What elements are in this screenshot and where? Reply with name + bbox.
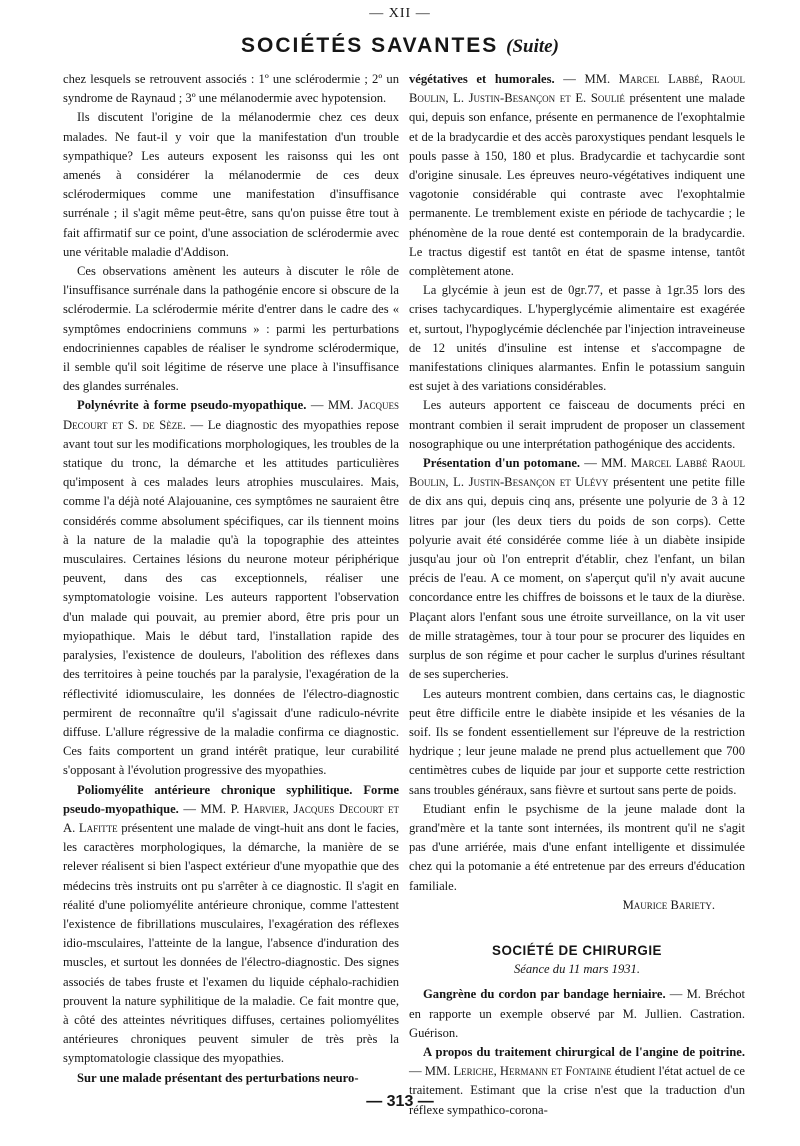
paragraph: Ces observations amènent les auteurs à discuter le rôle de l'insuffisance surrénale dans la pathogénie encore si obscure de la sclérodermie. La sclérodermie mérite d'entrer dans le cadre des « symptômes endocriniens communs » : parmi les perturbations endocriniennes capables de réaliser le syndrome sclérodermique, il semble qu'il soit légitime de réserve une place à l'insuffisance des glandes surrénales. — [63, 264, 399, 394]
article-body: présentent une malade de vingt-huit ans dont le facies, les caractères morphologiques, la démarche, la manière de se relever réalisent si bien l'aspect extérieur d'une myopathie que des médecins très instruits ont pu s'arrêter à ce diagnostic. Il s'agit en réalité d'une poliomyélite antérieure chronique, comme l'attestent l'existence de fibrillations musculaires, l'exagération des réflexes idio-msculaires, l'atteinte de la langue, l'absence d'induration des muscles, et surtout les données de l'électro-diagnostic. Des signes associés de tabes fruste et l'examen du liquide céphalo-rachidien prouvent la nature syphilitique de la maladie. Ce fait montre que, à côté des atteintes névritiques diffuses, certaines poliomyélites antérieures chroniques peuvent simuler de très près la symptomatologie classique des myopathies. — [63, 820, 399, 1066]
article-title: A propos du traitement chirurgical de l'angine de poitrine. — [423, 1044, 745, 1059]
article-body: présentent une petite fille de dix ans qui, depuis cinq ans, présente une polyurie de 3 à 12 litres par jour (les deux tiers du poids de son corps). Cette polyurie avait été considérée comme liée à un diabète insipide jusqu'au jour où l'on entreprit d'établir, chez l'enfant, un bilan précis de l'eau. A ce moment, on s'aperçut qu'il n'y avait aucune concordance entre les chiffres de boissons et le taux de la diurèse. Plaçant alors l'enfant sous une étroite surveillance, on la vit user de mille stratagèmes, tour à tour pour se procurer des liquides en surplus de son régime et pour cacher le surplus d'urines résultant de ses supercheries. — [409, 475, 745, 682]
article-title: Gangrène du cordon par bandage herniaire. — [423, 987, 666, 1002]
section-heading: SOCIÉTÉ DE CHIRURGIE — [492, 942, 662, 958]
article-authors: — MM. Jacques Decourt et S. de Sèze. — [63, 398, 399, 432]
article-title: végétatives et humorales. — [409, 72, 555, 86]
article-body: — M. Bréchot en rapporte un exemple observé par M. Jullien. Castration. Guérison. — [409, 987, 745, 1040]
article-title: Poliomyélite antérieure chronique syphilitique. Forme pseudo-myopathique. — [63, 782, 399, 816]
left-column — [63, 70, 399, 1088]
article-authors: — MM. P. Harvier, Jacques Decourt et A. Lafitte — [63, 801, 399, 835]
page-title-suite: (Suite) — [506, 36, 559, 57]
paragraph — [63, 781, 399, 1069]
article-title: Sur une malade présentant des perturbations neuro- — [77, 1070, 359, 1085]
right-column — [409, 70, 745, 1120]
page-title-text: SOCIÉTÉS SAVANTES — [241, 34, 499, 57]
paragraph — [409, 985, 745, 1043]
session-date: Séance du 11 mars 1931. — [513, 962, 641, 977]
article-authors: — MM. Leriche, Hermann et Fontaine — [409, 1064, 612, 1079]
folio: — XII — — [369, 6, 431, 21]
signature: Maurice Bariety. — [622, 897, 715, 912]
paragraph — [409, 70, 745, 281]
paragraph — [409, 454, 745, 684]
article-authors: — MM. Marcel Labbé, Raoul Boulin, L. Justin-Besançon et E. Soulié — [409, 72, 745, 106]
paragraph — [63, 396, 399, 780]
article-body: — Le diagnostic des myopathies repose avant tout sur les modifications morphologiques, les troubles de la statique du tronc, la démarche et les attitudes particulières qu'imposent à ces malades leurs atrophies musculaires. Mais, comme l'a déjà noté Alajouanine, ces symptômes ne sauraient être considérés comme absolument spécifiques, car ils tiennent moins à la nature de la maladie qu'à la topographie des atteintes musculaires. Certaines lésions du neurone moteur périphérique peuvent, dans des cas exceptionnels, réaliser une symptomatologie voisine. Les auteurs rapportent l'observation d'un malade qui pouvait, au premier abord, être pris pour un myiopathique. Mais le début tard, l'installation rapide des paralysies, l'existence de douleurs, l'abolition des réflexes dans des territoires à peine touchés par la paralysie, l'exagération de la réflectivité idiomusculaire, les données de l'électro-diagnostic permirent de reconnaître qu'il s'agissait d'une radiculo-névrite diffuse. L'allure régressive de la maladie confirma ce diagnostic. Ces faits comportent un grand intérêt pratique, leur curabilité s'opposant à l'évolution progressive des myopathies. — [63, 417, 399, 778]
paragraph: Etudiant enfin le psychisme de la jeune malade dont la grand'mère et la tante sont internées, ils montrent qu'il ne s'agit pas d'une arriérée, mais d'une enfant intelligente et dissimulée chez qui la potomanie a été entretenue par des erreurs d'éducation familiale. — [409, 801, 745, 893]
article-authors: — MM. Marcel Labbé Raoul Boulin, L. Justin-Besançon et Ulévy — [409, 456, 746, 490]
article-title: Polynévrite à forme pseudo-myopathique. — [77, 398, 307, 413]
paragraph: Les auteurs montrent combien, dans certains cas, le diagnostic peut être difficile entre le diabète insipide et les vésanies de la soif. Ils se fondent essentiellement sur l'épreuve de la restriction hydrique ; leur jeune malade ne prend plus actuellement que 700 centimètres cubes de liquide par jour et supporte cette restriction sans troubles généraux, sans fièvre et surtout sans perte de poids. — [409, 686, 745, 797]
paragraph: Ils discutent l'origine de la mélanodermie chez ces deux malades. Ne faut-il y voir que la manifestation d'un trouble sympathique? Les auteurs exposent les raisonss qui les ont amenés à considérer la mélanodermie de ces deux sclérodermiques comme une manifestation d'insuffisance surrénale ; il s'agit même peut-être, sans qu'on puisse être tout à fait affirmatif sur ce point, d'une association de sclérodermie avec une véritable maladie d'Addison. — [63, 110, 399, 259]
article-body: présentent une malade qui, depuis son enfance, présente en permanence de l'exophtalmie et de la bradycardie et des accès paroxystiques pendant lesquels le pouls passe à 150, 180 et plus. Bradycardie et tachycardie sont d'origine sinusale. Les épreuves neuro-végétatives indiquent une vagotonie considérable qui contraste avec l'exophtalmie permanente. Le tremblement existe en période de tachycardie ; le phénomène de la roue denté est contemporain de la bradycardie. Le tractus digestif est tantôt en état de spasme intense, tantôt complètement atone. — [409, 91, 745, 279]
article-body: étudient l'état actuel de ce traitement. Estimant que la crise n'est que la traduction d'un réflexe sympathico-corona- — [409, 1064, 745, 1117]
article-title: Présentation d'un potomane. — [423, 456, 581, 471]
paragraph: Les auteurs apportent ce faisceau de documents préci en montrant combien il serait imprudent de proposer un classement nosographique ou une interprétation pathogénique des accidents. — [409, 398, 745, 451]
paragraph: La glycémie à jeun est de 0gr.77, et passe à 1gr.35 lors des crises tachycardiques. L'hyperglycémie alimentaire est exagérée et, surtout, l'hypoglycémie déclenchée par l'injection intraveineuse de 12 unités d'insuline est intense et s'accompagne de manifestations cliniques alarmantes. Enfin le potassium sanguin est sujet à des variations considérables. — [409, 283, 745, 394]
paragraph: chez lesquels se retrouvent associés : 1º une sclérodermie ; 2º un syndrome de Raynaud ; 3º une mélanodermie avec hypotension. — [63, 72, 399, 106]
page-title — [0, 34, 800, 58]
page-number: — 313 — — [366, 1093, 434, 1110]
